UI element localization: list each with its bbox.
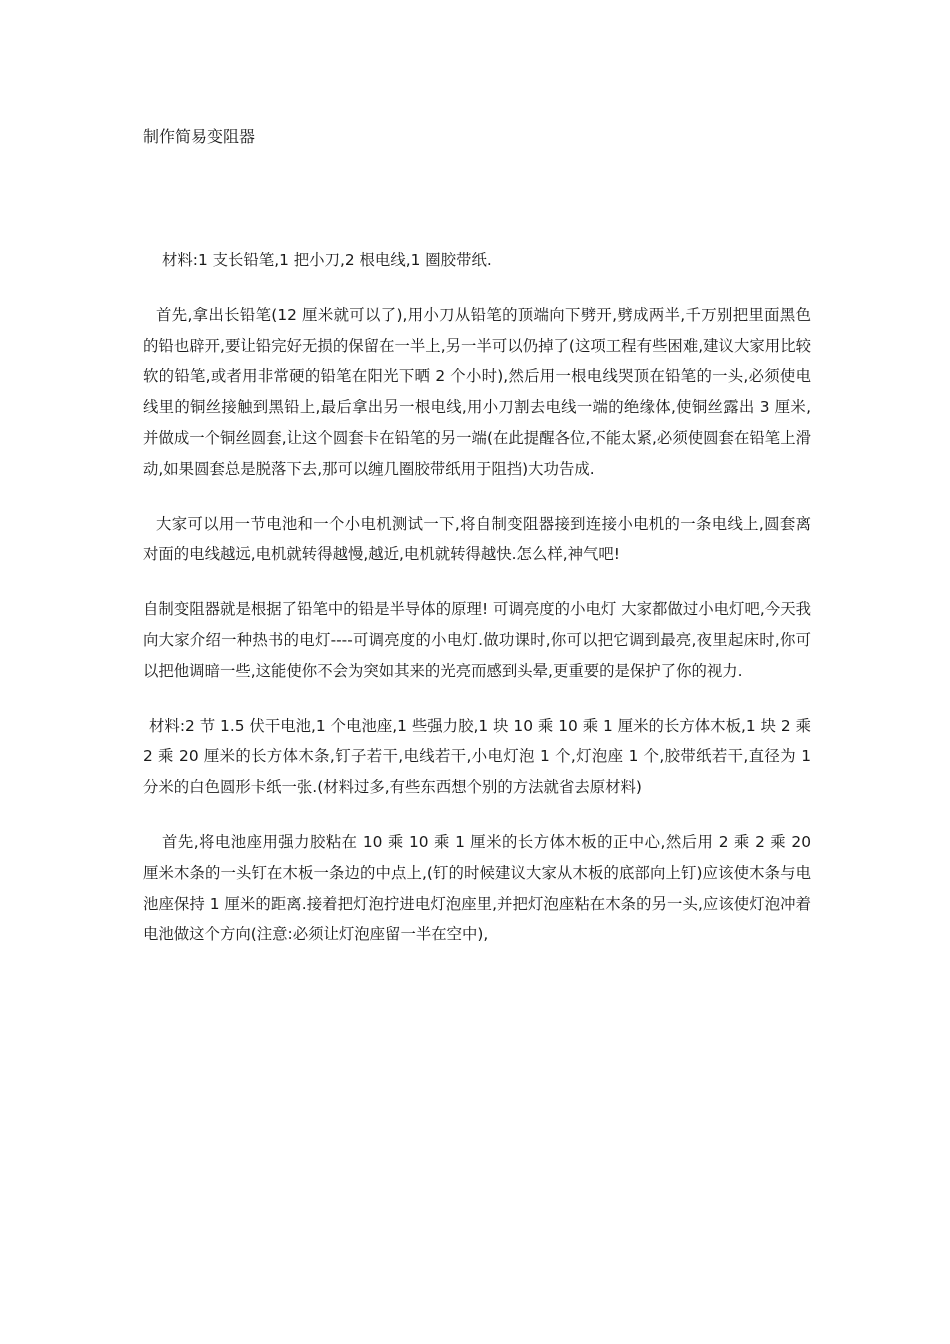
paragraph-lamp-intro: 自制变阻器就是根据了铅笔中的铅是半导体的原理! 可调亮度的小电灯 大家都做过小电灯吧,今天我向大家介绍一种热书的电灯----可调亮度的小电灯.做功课时,你可以把它调到最亮,夜里起床时,你可以把他调暗一些,这能使你不会为突如其来的光亮而感到头晕,更重要的是保护了你的视力. xyxy=(143,600,811,680)
document-body xyxy=(143,245,811,974)
paragraph-materials-rheostat: 材料:1 支长铅笔,1 把小刀,2 根电线,1 圈胶带纸. xyxy=(162,251,492,269)
paragraph-rheostat-test: 大家可以用一节电池和一个小电机测试一下,将自制变阻器接到连接小电机的一条电线上,圆套离对面的电线越远,电机就转得越慢,越近,电机就转得越快.怎么样,神气吧! xyxy=(143,514,811,564)
paragraph-lamp-steps: 首先,将电池座用强力胶粘在 10 乘 10 乘 1 厘米的长方体木板的正中心,然后用 2 乘 2 乘 20 厘米木条的一头钉在木板一条边的中点上,(钉的时候建议大家从木板的底部向上钉)应该使木条与电池座保持 1 厘米的距离.接着把灯泡拧进电灯泡座里,并把灯泡座粘在木条的另一头,应该使灯泡冲着电池做这个方向(注意:必须让灯泡座留一半在空中), xyxy=(143,832,811,944)
document-title: 制作简易变阻器 xyxy=(143,127,256,146)
paragraph-rheostat-steps: 首先,拿出长铅笔(12 厘米就可以了),用小刀从铅笔的顶端向下劈开,劈成两半,千万别把里面黑色的铅也辟开,要让铅完好无损的保留在一半上,另一半可以仍掉了(这项工程有些困难,建议大家用比较软的铅笔,或者用非常硬的铅笔在阳光下晒 2 个小时),然后用一根电线哭顶在铅笔的一头,必须使电线里的铜丝接触到黑铅上,最后拿出另一根电线,用小刀割去电线一端的绝缘体,使铜丝露出 3 厘米,并做成一个铜丝圆套,让这个圆套卡在铅笔的另一端(在此提醒各位,不能太紧,必须使圆套在铅笔上滑动,如果圆套总是脱落下去,那可以缠几圈胶带纸用于阻挡)大功告成. xyxy=(143,305,811,478)
paragraph-materials-lamp: 材料:2 节 1.5 伏干电池,1 个电池座,1 些强力胶,1 块 10 乘 10 乘 1 厘米的长方体木板,1 块 2 乘 2 乘 20 厘米的长方体木条,钉子若干,电线若干,小电灯泡 1 个,灯泡座 1 个,胶带纸若干,直径为 1 分米的白色圆形卡纸一张.(材料过多,有些东西想个别的方法就省去原材料) xyxy=(143,716,811,797)
